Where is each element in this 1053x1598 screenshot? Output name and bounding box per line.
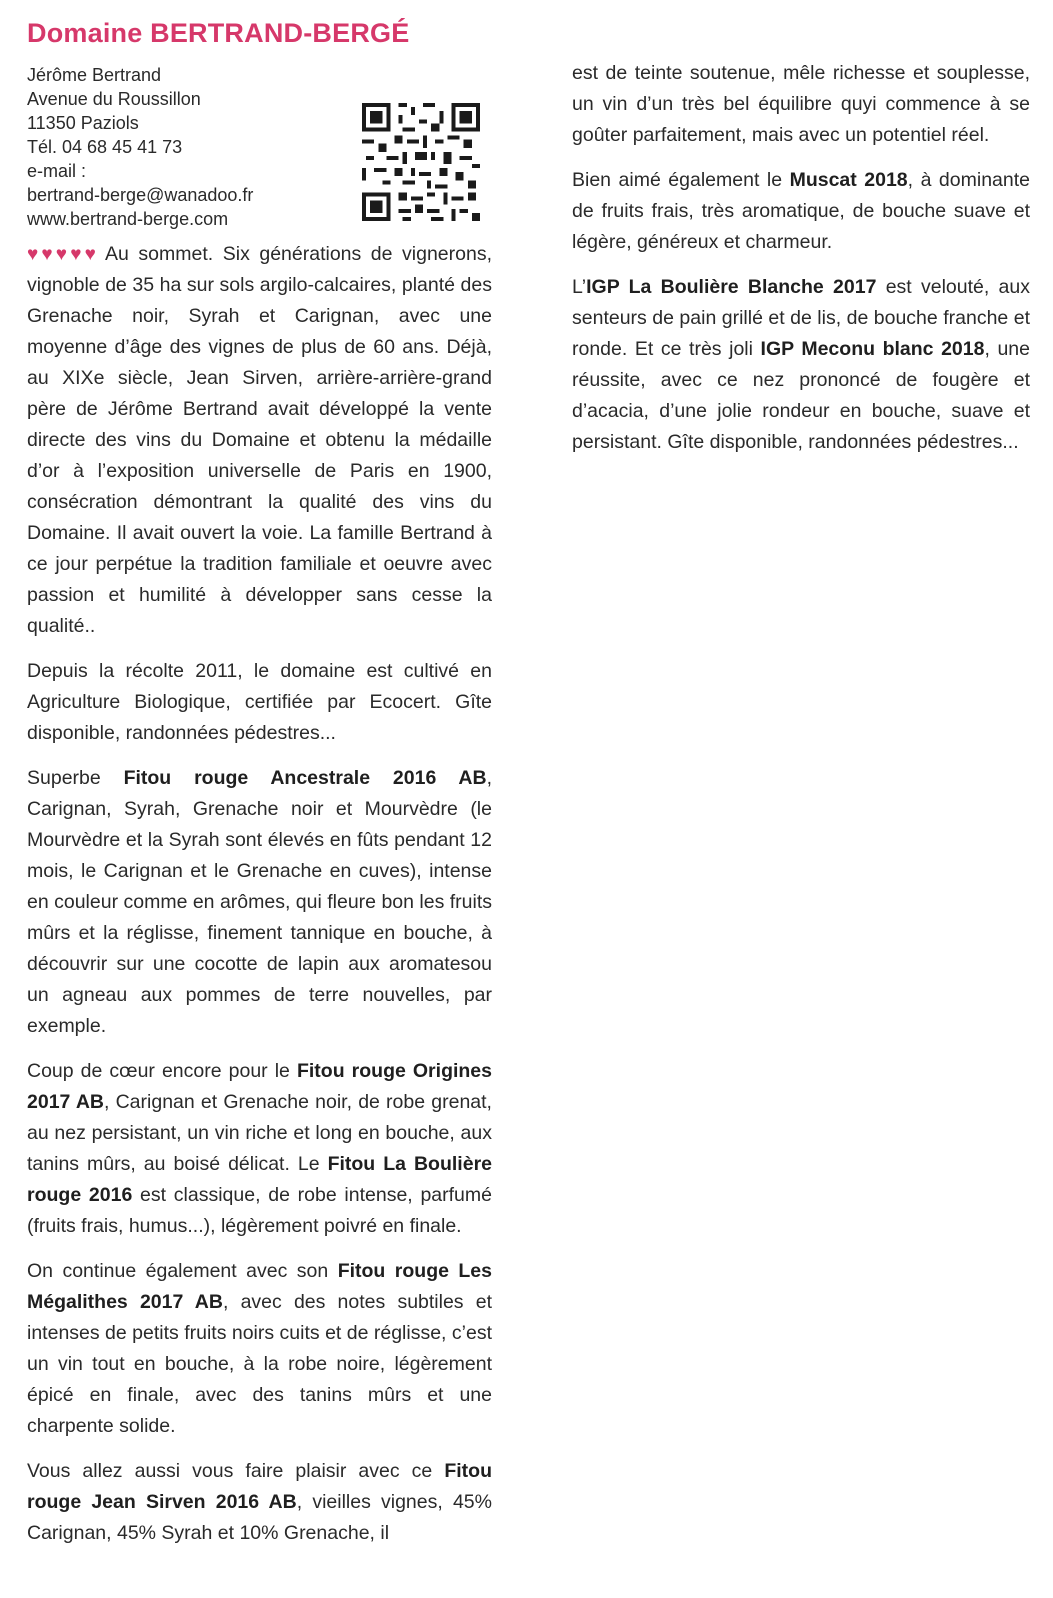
intro-paragraph — [27, 239, 492, 642]
text-run: Bien aimé également le — [572, 169, 790, 191]
left-column — [27, 18, 492, 1563]
text-run: Vous allez aussi vous faire plaisir avec ce — [27, 1460, 445, 1482]
text-run: On continue également avec son — [27, 1260, 338, 1282]
text-run: , vieilles vignes, 45% Carignan, 45% Syrah et 10% Grenache, il — [27, 1491, 492, 1544]
contact-email-label: e-mail : — [27, 161, 87, 181]
intro-text: Au sommet. Six générations de vignerons, vignoble de 35 ha sur sols argilo-calcaires, planté des Grenache noir, Syrah et Carignan, avec une moyenne d’âge des vignes de plus de 60 ans. Déjà, au XIXe siècle, Jean Sirven, arrière-arrière-grand père de Jérôme Bertrand avait développé la vente directe des vins du Domaine et obtenu la médaille d’or à l’exposition universelle de Paris en 1900, consécration démontrant la qualité des vins du Domaine. Il avait ouvert la voie. La famille Bertrand à ce jour perpétue la tradition familiale et oeuvre avec passion et humilité à développer sans cesse la qualité.. — [27, 243, 493, 637]
wine-name: Fitou rouge Ancestrale 2016 AB — [123, 767, 487, 789]
contact-name: Jérôme Bertrand — [27, 65, 162, 85]
heart-icon: ♥♥♥♥♥ — [27, 244, 100, 265]
jean-sirven-paragraph — [27, 1456, 492, 1549]
text-run: Superbe — [27, 767, 124, 789]
organic-paragraph: Depuis la récolte 2011, le domaine est cultivé en Agriculture Biologique, certifiée par Ecocert. Gîte disponible, randonnées pédestres... — [27, 660, 492, 744]
megalithes-paragraph — [27, 1256, 492, 1442]
text-run: L’ — [572, 276, 587, 298]
text-run: est velouté, aux senteurs de pain grillé et de lis, de bouche franche et ronde. Et ce très joli — [572, 276, 1030, 360]
contact-website[interactable]: www.bertrand-berge.com — [27, 209, 229, 229]
contact-phone: Tél. 04 68 45 41 73 — [27, 137, 183, 157]
contact-city: 11350 Paziols — [27, 113, 139, 133]
contact-block — [27, 63, 492, 231]
wine-name: Muscat 2018 — [789, 169, 908, 191]
contact-email[interactable]: bertrand-berge@wanadoo.fr — [27, 185, 254, 205]
wine-name: Fitou rouge Origines 2017 AB — [27, 1060, 492, 1113]
right-column — [572, 58, 1030, 472]
wine-name: Fitou La Boulière rouge 2016 — [27, 1153, 492, 1206]
domain-title: Domaine BERTRAND-BERGÉ — [27, 18, 410, 48]
qr-code-icon — [362, 103, 480, 221]
text-run: , Carignan et Grenache noir, de robe grenat, au nez persistant, un vin riche et long en bouche, aux tanins mûrs, au boisé délicat. Le — [27, 1091, 492, 1175]
text-run: , une réussite, avec ce nez prononcé de fougère et d’acacia, d’une jolie rondeur en bouche, suave et persistant. Gîte disponible, randonnées pédestres... — [572, 338, 1030, 453]
wine-name: Fitou rouge Jean Sirven 2016 AB — [27, 1460, 492, 1513]
continuation-paragraph: est de teinte soutenue, mêle richesse et souplesse, un vin d’un très bel équilibre quyi commence à se goûter parfaitement, mais avec un potentiel réel. — [572, 62, 1030, 146]
text-run: , Carignan, Syrah, Grenache noir et Mourvèdre (le Mourvèdre et la Syrah sont élevés en fûts pendant 12 mois, le Carignan et le Grenache en cuves), intense en couleur comme en arômes, qui fleure bon les fruits mûrs et la réglisse, finement tannique en bouche, à découvrir sur une cocotte de lapin aux aromatesou un agneau aux pommes de terre nouvelles, par exemple. — [27, 767, 492, 1037]
text-run: Coup de cœur encore pour le — [27, 1060, 297, 1082]
text-run: , avec des notes subtiles et intenses de petits fruits noirs cuits et de réglisse, c’est un vin tout en bouche, à la robe noire, légèrement épicé en finale, avec des tanins mûrs et une charpente solide. — [27, 1291, 493, 1437]
text-run: est classique, de robe intense, parfumé (fruits frais, humus...), légèrement poivré en finale. — [27, 1184, 492, 1237]
wine-name: IGP La Boulière Blanche 2017 — [586, 276, 877, 298]
igp-paragraph — [572, 272, 1030, 458]
ancestrale-paragraph — [27, 763, 492, 1042]
origines-paragraph — [27, 1056, 492, 1242]
wine-name: IGP Meconu blanc 2018 — [760, 338, 985, 360]
text-run: , à dominante de fruits frais, très aromatique, de bouche suave et légère, généreux et charmeur. — [572, 169, 1030, 253]
contact-street: Avenue du Roussillon — [27, 89, 201, 109]
muscat-paragraph — [572, 165, 1030, 258]
wine-name: Fitou rouge Les Mégalithes 2017 AB — [27, 1260, 492, 1313]
